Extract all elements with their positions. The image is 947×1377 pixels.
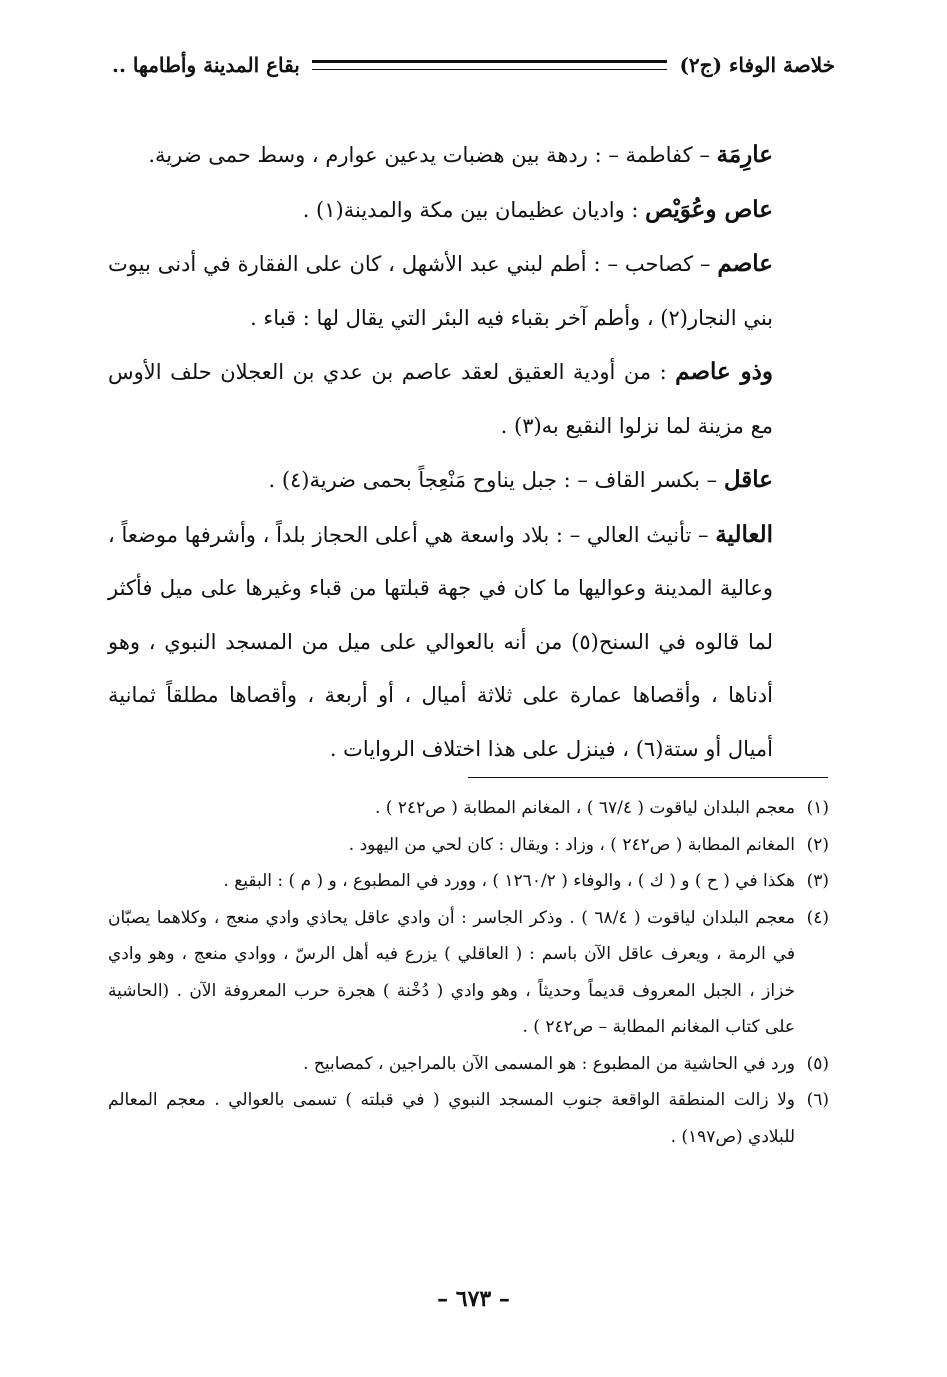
entry-text: : واديان عظيمان بين مكة والمدينة(١) .: [302, 197, 646, 222]
footnote-number: (١): [806, 798, 829, 818]
entry-term: عاصم: [717, 250, 773, 277]
entry-text: – بكسر القاف – : جبل يناوح مَنْعِجاً بحمى ضرية(٤) .: [268, 468, 724, 492]
footnote-number: (٣): [806, 871, 829, 891]
main-text: [108, 128, 829, 776]
entry-asim: [108, 237, 829, 345]
footnote-number: (٥): [806, 1053, 829, 1074]
entry-text: – كصاحب – : أطم لبني عبد الأشهل ، كان على الفقارة في أدنى بيوت بني النجار(٢) ، وأطم آخر بقباء فيه البئر التي يقال لها : قباء .: [108, 252, 773, 330]
footnote-number: (٦): [806, 1090, 829, 1110]
entry-term: عاص وعُوَيْص: [645, 195, 773, 223]
entry-aliya: [108, 508, 829, 777]
footnote-number: (٢): [806, 834, 829, 855]
entry-text: – تأنيث العالي – : بلاد واسعة هي أعلى الحجاز بلداً ، وأشرفها موضعاً ، وعالية المدينة وعواليها ما كان في جهة قبلتها من قباء وغيرها على ميل فأكثر لما قالوه في السنح(٥) من أنه بالعوالي على ميل من المسجد النبوي ، وهو أدناها ، وأقصاها عمارة على ثلاثة أميال ، أو أربعة ، وأقصاها مطلقاً ثمانية أميال أو ستة(٦) ، فينزل على هذا اختلاف الروايات .: [108, 522, 773, 761]
footnote-separator: [468, 777, 828, 778]
footnote: [108, 1046, 829, 1083]
footnote-text: ورد في الحاشية من المطبوع : هو المسمى الآن بالمراجين ، كمصابيح .: [303, 1053, 795, 1074]
entry-text: – كفاطمة – : ردهة بين هضبات يدعين عوارم ، وسط حمى ضرية.: [148, 143, 717, 167]
footnote-text: معجم البلدان لياقوت ( ٦٨/٤ ) . وذكر الجاسر : أن وادي عاقل يحاذي وادي منعج ، وكلاهما يصبّان في الرمة ، ويعرف عاقل الآن باسم : ( العاقلي ) يزرع فيه أهل الرسّ ، ووادي منعج ، وهو وادي خزاز ، الجبل المعروف قديماً وحديثاً ، وهو وادي ( دُخْنة ) هجرة حرب المعروفة الآن . (الحاشية على كتاب المغانم المطابة – ص٢٤٢ ) .: [108, 907, 795, 1037]
footnote-text: ولا زالت المنطقة الواقعة جنوب المسجد النبوي ( في قبلته ) تسمى بالعوالي . معجم المعالم للبلادي (ص١٩٧) .: [108, 1090, 795, 1147]
header-book-title: خلاصة الوفاء (ج٢): [679, 53, 835, 77]
footnote: [108, 827, 829, 864]
footnote: [108, 790, 829, 827]
footnote-text: هكذا في ( ح ) و ( ك ) ، والوفاء ( ١٢٦٠/٢ ) ، وورد في المطبوع ، و ( م ) : البقيع .: [223, 871, 795, 891]
footnotes: [108, 790, 829, 1155]
entry-as-uwais: [108, 183, 829, 238]
entry-term: العالية: [715, 520, 773, 548]
footnote: [108, 863, 829, 900]
header-rule: [312, 60, 668, 70]
entry-term: عاقل: [723, 466, 773, 493]
footnote-number: (٤): [806, 907, 829, 928]
entry-dhu-asim: [108, 345, 829, 453]
entry-arima: [108, 128, 829, 183]
entry-term: وذو عاصم: [675, 358, 773, 385]
entry-aqil: [108, 453, 829, 508]
footnote-text: معجم البلدان لياقوت ( ٦٧/٤ ) ، المغانم المطابة ( ص٢٤٢ ) .: [374, 798, 795, 818]
entry-term: عارِمَة: [716, 141, 773, 168]
header-section-title: بقاع المدينة وأطامها ..: [112, 53, 300, 77]
entry-text: : من أودية العقيق لعقد عاصم بن عدي بن العجلان حلف الأوس مع مزينة لما نزلوا النقيع به(٣) .: [108, 360, 773, 438]
page-number: – ٦٧٣ –: [437, 1286, 510, 1312]
running-header: [112, 48, 835, 82]
footnote-text: المغانم المطابة ( ص٢٤٢ ) ، وزاد : ويقال : كان لحي من اليهود .: [348, 834, 795, 855]
footnote: [108, 900, 829, 1046]
footnote: [108, 1082, 829, 1155]
